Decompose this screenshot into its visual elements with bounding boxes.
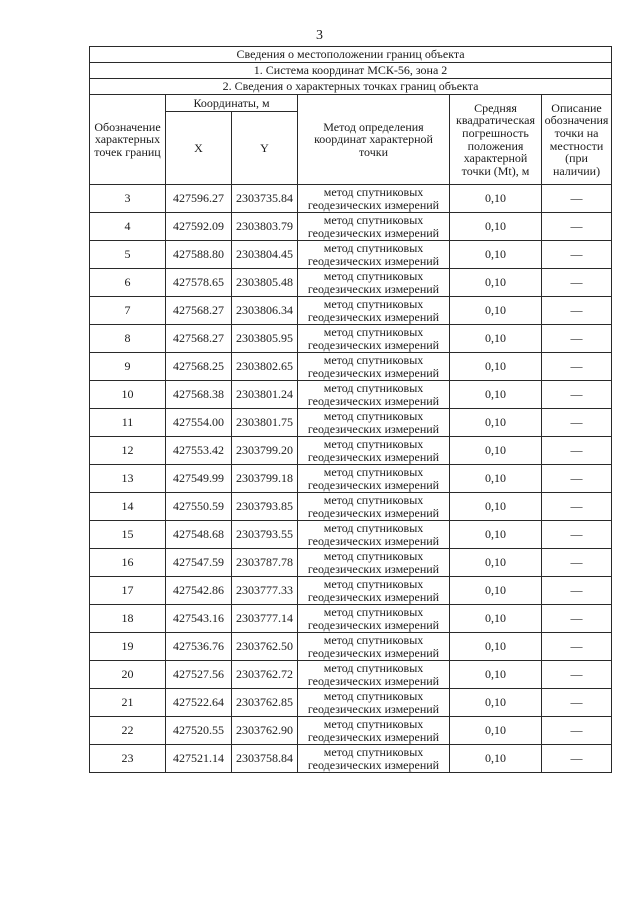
header-error: Средняя квадратическая погрешность положения характерной точки (Mt), м — [450, 95, 542, 185]
method-cell: метод спутниковых геодезических измерений — [298, 605, 450, 633]
description-cell: — — [542, 661, 612, 689]
table-row — [90, 577, 612, 605]
header-x: X — [166, 112, 232, 185]
point-number-cell: 22 — [90, 717, 166, 745]
point-number-cell: 10 — [90, 381, 166, 409]
error-cell: 0,10 — [450, 409, 542, 437]
method-cell: метод спутниковых геодезических измерений — [298, 689, 450, 717]
point-number-cell: 12 — [90, 437, 166, 465]
table-row — [90, 493, 612, 521]
x-coordinate-cell: 427568.27 — [166, 297, 232, 325]
error-cell: 0,10 — [450, 465, 542, 493]
table-row — [90, 521, 612, 549]
description-cell: — — [542, 577, 612, 605]
x-coordinate-cell: 427548.68 — [166, 521, 232, 549]
error-cell: 0,10 — [450, 717, 542, 745]
method-cell: метод спутниковых геодезических измерений — [298, 297, 450, 325]
y-coordinate-cell: 2303806.34 — [232, 297, 298, 325]
table-row — [90, 409, 612, 437]
table-row — [90, 325, 612, 353]
point-number-cell: 3 — [90, 185, 166, 213]
method-cell: метод спутниковых геодезических измерений — [298, 381, 450, 409]
description-cell: — — [542, 633, 612, 661]
x-coordinate-cell: 427521.14 — [166, 745, 232, 773]
y-coordinate-cell: 2303777.33 — [232, 577, 298, 605]
point-number-cell: 16 — [90, 549, 166, 577]
y-coordinate-cell: 2303801.24 — [232, 381, 298, 409]
method-cell: метод спутниковых геодезических измерений — [298, 269, 450, 297]
y-coordinate-cell: 2303777.14 — [232, 605, 298, 633]
error-cell: 0,10 — [450, 605, 542, 633]
method-cell: метод спутниковых геодезических измерений — [298, 185, 450, 213]
point-number-cell: 4 — [90, 213, 166, 241]
y-coordinate-cell: 2303801.75 — [232, 409, 298, 437]
point-number-cell: 20 — [90, 661, 166, 689]
point-number-cell: 21 — [90, 689, 166, 717]
error-cell: 0,10 — [450, 689, 542, 717]
x-coordinate-cell: 427536.76 — [166, 633, 232, 661]
description-cell: — — [542, 325, 612, 353]
y-coordinate-cell: 2303793.55 — [232, 521, 298, 549]
error-cell: 0,10 — [450, 381, 542, 409]
section-title: Сведения о местоположении границ объекта — [90, 47, 612, 63]
error-cell: 0,10 — [450, 437, 542, 465]
error-cell: 0,10 — [450, 577, 542, 605]
x-coordinate-cell: 427568.25 — [166, 353, 232, 381]
table-row — [90, 297, 612, 325]
description-cell: — — [542, 549, 612, 577]
x-coordinate-cell: 427596.27 — [166, 185, 232, 213]
boundary-points-table — [89, 46, 612, 773]
description-cell: — — [542, 605, 612, 633]
y-coordinate-cell: 2303762.85 — [232, 689, 298, 717]
table-row — [90, 353, 612, 381]
description-cell: — — [542, 381, 612, 409]
x-coordinate-cell: 427554.00 — [166, 409, 232, 437]
error-cell: 0,10 — [450, 353, 542, 381]
method-cell: метод спутниковых геодезических измерений — [298, 549, 450, 577]
point-number-cell: 8 — [90, 325, 166, 353]
table-row — [90, 717, 612, 745]
y-coordinate-cell: 2303787.78 — [232, 549, 298, 577]
y-coordinate-cell: 2303762.72 — [232, 661, 298, 689]
header-y: Y — [232, 112, 298, 185]
error-cell: 0,10 — [450, 297, 542, 325]
method-cell: метод спутниковых геодезических измерений — [298, 213, 450, 241]
error-cell: 0,10 — [450, 633, 542, 661]
x-coordinate-cell: 427520.55 — [166, 717, 232, 745]
point-number-cell: 19 — [90, 633, 166, 661]
point-number-cell: 15 — [90, 521, 166, 549]
error-cell: 0,10 — [450, 521, 542, 549]
x-coordinate-cell: 427592.09 — [166, 213, 232, 241]
table-row — [90, 549, 612, 577]
y-coordinate-cell: 2303758.84 — [232, 745, 298, 773]
method-cell: метод спутниковых геодезических измерений — [298, 409, 450, 437]
table-row — [90, 605, 612, 633]
points-title-row: 2. Сведения о характерных точках границ объекта — [90, 79, 612, 95]
header-coords: Координаты, м — [166, 95, 298, 112]
description-cell: — — [542, 521, 612, 549]
page-number: 3 — [316, 28, 323, 43]
method-cell: метод спутниковых геодезических измерений — [298, 353, 450, 381]
description-cell: — — [542, 493, 612, 521]
point-number-cell: 11 — [90, 409, 166, 437]
method-cell: метод спутниковых геодезических измерений — [298, 633, 450, 661]
x-coordinate-cell: 427543.16 — [166, 605, 232, 633]
x-coordinate-cell: 427549.99 — [166, 465, 232, 493]
description-cell: — — [542, 213, 612, 241]
description-cell: — — [542, 241, 612, 269]
y-coordinate-cell: 2303793.85 — [232, 493, 298, 521]
description-cell: — — [542, 745, 612, 773]
point-number-cell: 5 — [90, 241, 166, 269]
point-number-cell: 7 — [90, 297, 166, 325]
error-cell: 0,10 — [450, 213, 542, 241]
y-coordinate-cell: 2303804.45 — [232, 241, 298, 269]
x-coordinate-cell: 427578.65 — [166, 269, 232, 297]
error-cell: 0,10 — [450, 325, 542, 353]
error-cell: 0,10 — [450, 745, 542, 773]
x-coordinate-cell: 427553.42 — [166, 437, 232, 465]
point-number-cell: 6 — [90, 269, 166, 297]
description-cell: — — [542, 437, 612, 465]
point-number-cell: 18 — [90, 605, 166, 633]
table-row — [90, 633, 612, 661]
point-number-cell: 13 — [90, 465, 166, 493]
y-coordinate-cell: 2303805.48 — [232, 269, 298, 297]
error-cell: 0,10 — [450, 241, 542, 269]
description-cell: — — [542, 717, 612, 745]
table-row — [90, 185, 612, 213]
method-cell: метод спутниковых геодезических измерений — [298, 521, 450, 549]
y-coordinate-cell: 2303735.84 — [232, 185, 298, 213]
x-coordinate-cell: 427527.56 — [166, 661, 232, 689]
description-cell: — — [542, 689, 612, 717]
point-number-cell: 23 — [90, 745, 166, 773]
y-coordinate-cell: 2303802.65 — [232, 353, 298, 381]
error-cell: 0,10 — [450, 185, 542, 213]
coord-system-row: 1. Система координат МСК-56, зона 2 — [90, 63, 612, 79]
error-cell: 0,10 — [450, 549, 542, 577]
y-coordinate-cell: 2303799.18 — [232, 465, 298, 493]
description-cell: — — [542, 409, 612, 437]
method-cell: метод спутниковых геодезических измерений — [298, 325, 450, 353]
y-coordinate-cell: 2303799.20 — [232, 437, 298, 465]
point-number-cell: 9 — [90, 353, 166, 381]
method-cell: метод спутниковых геодезических измерений — [298, 745, 450, 773]
description-cell: — — [542, 269, 612, 297]
error-cell: 0,10 — [450, 493, 542, 521]
table-row — [90, 661, 612, 689]
error-cell: 0,10 — [450, 269, 542, 297]
point-number-cell: 14 — [90, 493, 166, 521]
y-coordinate-cell: 2303762.50 — [232, 633, 298, 661]
x-coordinate-cell: 427550.59 — [166, 493, 232, 521]
table-row — [90, 437, 612, 465]
error-cell: 0,10 — [450, 661, 542, 689]
header-method: Метод определения координат характерной точки — [298, 95, 450, 185]
y-coordinate-cell: 2303805.95 — [232, 325, 298, 353]
description-cell: — — [542, 465, 612, 493]
description-cell: — — [542, 297, 612, 325]
table-row — [90, 269, 612, 297]
header-description: Описание обозначения точки на местности (при наличии) — [542, 95, 612, 185]
y-coordinate-cell: 2303762.90 — [232, 717, 298, 745]
description-cell: — — [542, 353, 612, 381]
method-cell: метод спутниковых геодезических измерений — [298, 437, 450, 465]
table-row — [90, 213, 612, 241]
table-row — [90, 241, 612, 269]
point-number-cell: 17 — [90, 577, 166, 605]
description-cell: — — [542, 185, 612, 213]
table-row — [90, 465, 612, 493]
x-coordinate-cell: 427547.59 — [166, 549, 232, 577]
method-cell: метод спутниковых геодезических измерений — [298, 493, 450, 521]
table-row — [90, 745, 612, 773]
header-point-label: Обозначение характерных точек границ — [90, 95, 166, 185]
x-coordinate-cell: 427522.64 — [166, 689, 232, 717]
method-cell: метод спутниковых геодезических измерений — [298, 661, 450, 689]
method-cell: метод спутниковых геодезических измерений — [298, 465, 450, 493]
method-cell: метод спутниковых геодезических измерений — [298, 241, 450, 269]
table-row — [90, 689, 612, 717]
x-coordinate-cell: 427542.86 — [166, 577, 232, 605]
method-cell: метод спутниковых геодезических измерений — [298, 717, 450, 745]
table-row — [90, 381, 612, 409]
method-cell: метод спутниковых геодезических измерений — [298, 577, 450, 605]
y-coordinate-cell: 2303803.79 — [232, 213, 298, 241]
x-coordinate-cell: 427568.27 — [166, 325, 232, 353]
x-coordinate-cell: 427568.38 — [166, 381, 232, 409]
x-coordinate-cell: 427588.80 — [166, 241, 232, 269]
